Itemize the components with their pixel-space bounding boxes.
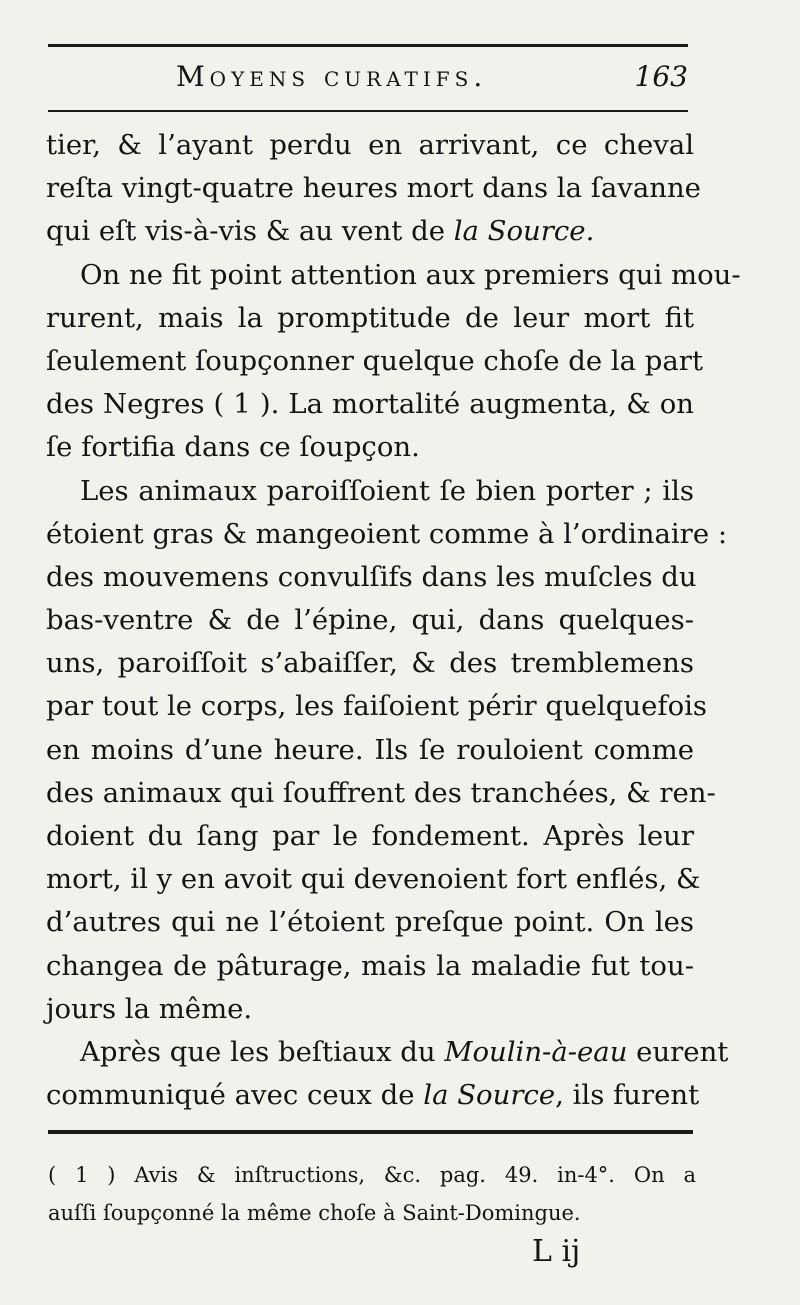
text-line: ſeulement ſoupçonner quelque choſe de la part [46, 344, 704, 377]
text-line: des mouvemens convulſifs dans les muſcles du [46, 560, 697, 593]
italic-place-name: la Source. [453, 215, 595, 248]
footnote-rule [48, 1130, 693, 1134]
text-line: par tout le corps, les faiſoient périr quelquefois [46, 690, 708, 723]
text-line: ſe fortifia dans ce ſoupçon. [46, 431, 420, 464]
footnote-line: ( 1 ) Avis & inſtructions, &c. pag. 49. in-4°. On a [48, 1163, 696, 1187]
page-number: 163 [634, 60, 688, 93]
text-line: jours la même. [46, 992, 253, 1025]
body-text [46, 124, 741, 1117]
italic-place-name: Moulin-à-eau [444, 1035, 628, 1068]
text-line: qui eſt vis-à-vis & au vent de la Source. [46, 215, 595, 248]
text-line: communiqué avec ceux de la Source, ils furent [46, 1079, 700, 1112]
text-line: d’autres qui ne l’étoient preſque point. On les [46, 906, 694, 939]
signature-mark: L ij [532, 1234, 581, 1269]
paragraph-start: Après que les beſtiaux du Moulin-à-eau eurent [80, 1035, 729, 1068]
text-line: uns, paroiſſoit s’abaiſſer, & des tremblemens [46, 647, 694, 680]
text-line: doient du ſang par le fondement. Après leur [46, 820, 694, 852]
top-rule [48, 44, 688, 47]
text-line: étoient gras & mangeoient comme à l’ordinaire : [46, 517, 728, 550]
text-line: bas-ventre & de l’épine, qui, dans quelques- [46, 604, 694, 637]
text-line: changea de pâturage, mais la maladie fut tou- [46, 949, 694, 982]
text-line: en moins d’une heure. Ils ſe rouloient comme [46, 733, 694, 766]
paragraph-start: On ne fit point attention aux premiers qui mou- [80, 258, 741, 291]
running-head [48, 60, 688, 100]
text-line: tier, & l’ayant perdu en arrivant, ce cheval [46, 129, 694, 161]
text-line: des animaux qui ſouffrent des tranchées, & ren- [46, 776, 716, 809]
text-line: rurent, mais la promptitude de leur mort fit [46, 301, 694, 334]
italic-place-name: la Source [423, 1079, 556, 1112]
footnote-line: auſſi ſoupçonné la même choſe à Saint-Domingue. [48, 1201, 581, 1225]
text-line: mort, il y en avoit qui devenoient fort enflés, & [46, 863, 701, 896]
running-head-title: Moyens curatifs. [176, 60, 488, 93]
header-rule [48, 110, 688, 112]
paragraph-start: Les animaux paroiſſoient ſe bien porter ; ils [80, 474, 694, 507]
text-line: des Negres ( 1 ). La mortalité augmenta, & on [46, 388, 694, 421]
text-line: reſta vingt-quatre heures mort dans la ſavanne [46, 172, 701, 205]
footnote [48, 1156, 696, 1232]
